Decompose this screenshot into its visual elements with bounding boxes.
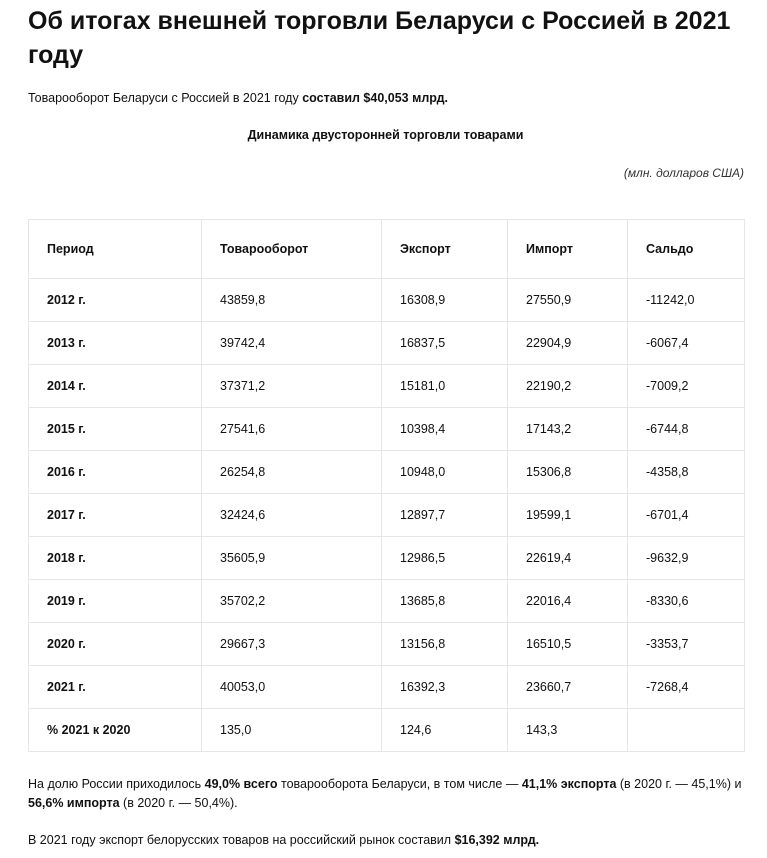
- table-cell: 29667,3: [202, 623, 382, 666]
- table-cell: 13156,8: [382, 623, 508, 666]
- table-cell-period: 2017 г.: [29, 494, 202, 537]
- share-text-2: товарооборота Беларуси, в том числе —: [277, 777, 522, 791]
- table-cell-period: 2019 г.: [29, 580, 202, 623]
- header-import: Импорт: [508, 220, 628, 279]
- table-row: [29, 580, 745, 623]
- table-cell: 27541,6: [202, 408, 382, 451]
- table-cell: 22190,2: [508, 365, 628, 408]
- table-cell: -6744,8: [628, 408, 745, 451]
- header-export: Экспорт: [382, 220, 508, 279]
- header-balance: Сальдо: [628, 220, 745, 279]
- table-cell: -3353,7: [628, 623, 745, 666]
- header-turnover: Товарооборот: [202, 220, 382, 279]
- table-row: [29, 322, 745, 365]
- table-row: [29, 279, 745, 322]
- table-row: [29, 494, 745, 537]
- table-row: [29, 709, 745, 752]
- table-cell: 40053,0: [202, 666, 382, 709]
- table-cell: 10948,0: [382, 451, 508, 494]
- table-header-row: [29, 220, 745, 279]
- table-cell: 43859,8: [202, 279, 382, 322]
- table-row: [29, 537, 745, 580]
- share-bold-export: 41,1% экспорта: [521, 777, 617, 791]
- table-cell-period: 2014 г.: [29, 365, 202, 408]
- table-row: [29, 451, 745, 494]
- table-cell: 16392,3: [382, 666, 508, 709]
- table-cell: -8330,6: [628, 580, 745, 623]
- table-cell: 13685,8: [382, 580, 508, 623]
- table-cell: 135,0: [202, 709, 382, 752]
- table-cell: 15181,0: [382, 365, 508, 408]
- table-cell: 16510,5: [508, 623, 628, 666]
- table-cell: [628, 709, 745, 752]
- table-cell: 15306,8: [508, 451, 628, 494]
- intro-paragraph: [28, 89, 748, 107]
- table-caption: Динамика двусторонней торговли товарами: [247, 128, 524, 142]
- table-unit: (млн. долларов США): [623, 166, 744, 180]
- table-cell: -7009,2: [628, 365, 745, 408]
- table-cell: 19599,1: [508, 494, 628, 537]
- table-cell: 23660,7: [508, 666, 628, 709]
- table-cell: 12897,7: [382, 494, 508, 537]
- table-cell: 39742,4: [202, 322, 382, 365]
- intro-bold-value: составил $40,053 млрд.: [302, 91, 449, 105]
- table-cell: -11242,0: [628, 279, 745, 322]
- table-cell: 22016,4: [508, 580, 628, 623]
- table-cell: 143,3: [508, 709, 628, 752]
- table-cell: 16308,9: [382, 279, 508, 322]
- table-cell: 124,6: [382, 709, 508, 752]
- table-cell-period: 2018 г.: [29, 537, 202, 580]
- share-text-1: На долю России приходилось: [28, 777, 205, 791]
- table-row: [29, 623, 745, 666]
- export-paragraph: [28, 831, 750, 850]
- table-body: [29, 279, 745, 752]
- intro-text: Товарооборот Беларуси с Россией в 2021 году: [28, 91, 303, 105]
- share-paragraph: [28, 775, 750, 813]
- table-cell: 16837,5: [382, 322, 508, 365]
- table-cell: 35605,9: [202, 537, 382, 580]
- table-cell-period: 2021 г.: [29, 666, 202, 709]
- table-cell: -6067,4: [628, 322, 745, 365]
- trade-table: [28, 219, 745, 752]
- table-cell-period: 2015 г.: [29, 408, 202, 451]
- table-cell-period: 2016 г.: [29, 451, 202, 494]
- table-cell-period: 2020 г.: [29, 623, 202, 666]
- table-cell: 10398,4: [382, 408, 508, 451]
- table-row: [29, 365, 745, 408]
- table-cell-period: % 2021 к 2020: [29, 709, 202, 752]
- export-bold-value: $16,392 млрд.: [454, 833, 540, 847]
- share-text-3: (в 2020 г. — 45,1%) и: [616, 777, 742, 791]
- table-cell: -9632,9: [628, 537, 745, 580]
- share-text-4: (в 2020 г. — 50,4%).: [119, 796, 238, 810]
- table-cell: -4358,8: [628, 451, 745, 494]
- table-cell: 27550,9: [508, 279, 628, 322]
- table-cell: -7268,4: [628, 666, 745, 709]
- export-text: В 2021 году экспорт белорусских товаров на российский рынок составил: [28, 833, 455, 847]
- table-cell-period: 2012 г.: [29, 279, 202, 322]
- table-cell: 32424,6: [202, 494, 382, 537]
- table-row: [29, 408, 745, 451]
- table-cell: -6701,4: [628, 494, 745, 537]
- table-cell: 26254,8: [202, 451, 382, 494]
- table-cell: 12986,5: [382, 537, 508, 580]
- table-cell: 37371,2: [202, 365, 382, 408]
- article-title: Об итогах внешней торговли Беларуси с Россией в 2021 году: [28, 7, 731, 69]
- table-cell: 35702,2: [202, 580, 382, 623]
- table-cell-period: 2013 г.: [29, 322, 202, 365]
- share-bold-import: 56,6% импорта: [28, 796, 120, 810]
- table-cell: 17143,2: [508, 408, 628, 451]
- header-period: Период: [29, 220, 202, 279]
- table-cell: 22619,4: [508, 537, 628, 580]
- share-bold-total: 49,0% всего: [204, 777, 278, 791]
- table-row: [29, 666, 745, 709]
- table-cell: 22904,9: [508, 322, 628, 365]
